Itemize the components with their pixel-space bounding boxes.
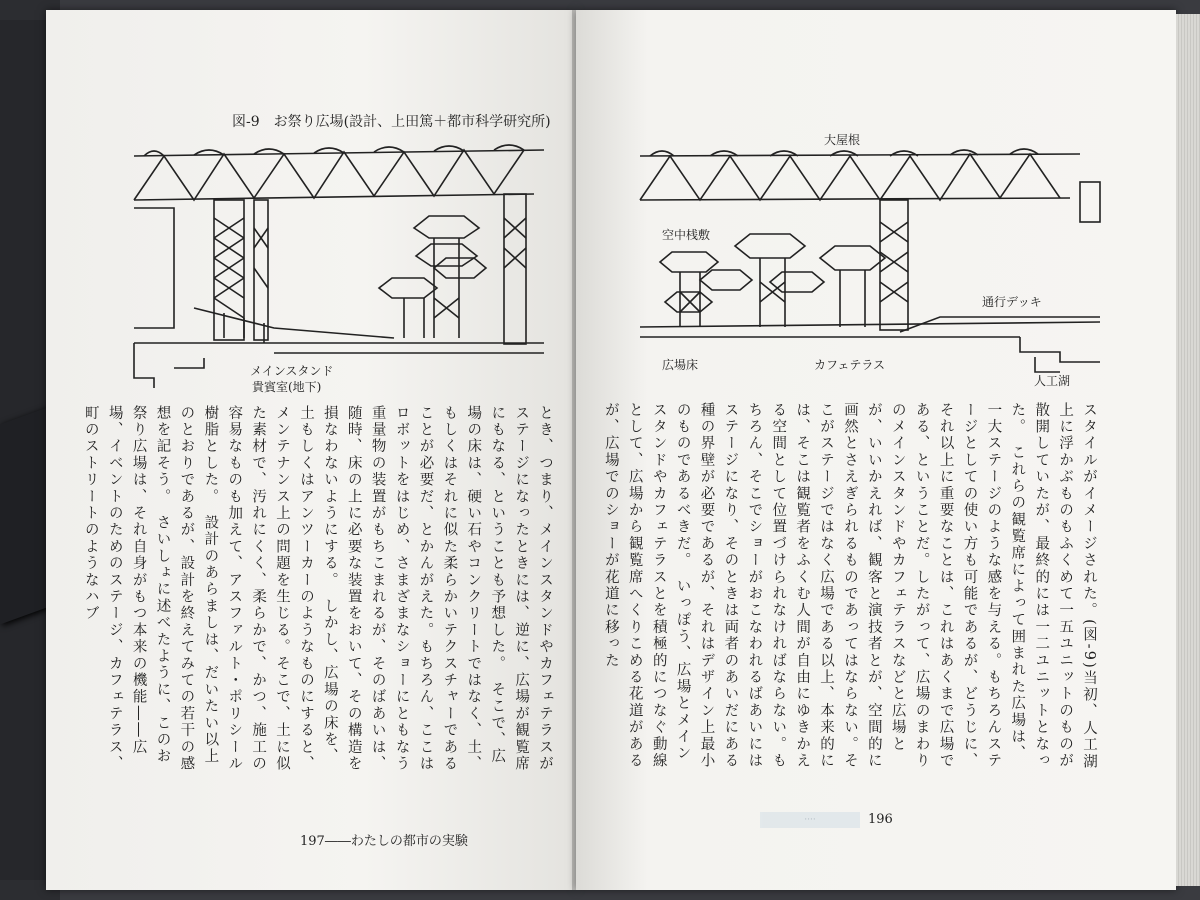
- left-figure-drawing: [134, 138, 544, 398]
- right-folio: 196: [868, 812, 893, 827]
- label-aerial-deck: 空中桟敷: [662, 228, 711, 242]
- left-folio: 197――わたしの都市の実験: [300, 834, 468, 849]
- label-vip-room: 貴賓室(地下): [252, 380, 322, 394]
- label-big-roof: 大屋根: [824, 133, 861, 147]
- right-body-text: スタイルがイメージされた。(図-9)当初、人工湖上に浮かぶものもふくめて一五ユニットのものが散開していたが、最終的には一二ユニットとなった。 これらの観覧席によって囲まれた広場は、一大ステージのような感を与える。もちろんステージとしての使い方も可能であるが、どうじに、それ以上に重要なことは、これはあくまで広場である、ということだ。したがって、広場のまわりのメインスタンドやカフェテラスなどと広場とが、いいかえれば、観客と演技者とが、空間的に画然とさえぎられるものであってはならない。そこがステージではなく広場である以上、本来的には、そこは観覧者をふくむ人間が自由にゆきかえる空間として位置づけられなければならない。もちろん、そこでショーがおこなわれるばあいにはステージになり、そのときは両者のあいだにある種の界壁が必要であるが、それはデザイン上最小のものであるべきだ。 いっぽう、広場とメインスタンドやカフェテラスとを積極的につなぐ動線として、広場から観覧席へくりこめる花道があるが、広場でのショーが花道に移った: [602, 402, 1097, 771]
- figure-caption: 図-9 お祭り広場(設計、上田篤＋都市科学研究所): [232, 114, 551, 130]
- left-body-text: とき、つまり、メインスタンドやカフェテラスがステージになったときには、逆に、広場が観覧席にもなる、ということも予想した。 そこで、広場の床は、硬い石やコンクリートではなく、土、もしくはそれに似た柔らかいテクスチャーであることが必要だ、とかんがえた。もちろん、ここはロボットをはじめ、さまざまなショーにともなう重量物の装置がもちこまれるが、そのばあいは、随時、床の上に必要な装置をおいて、その構造を損なわないようにする。 しかし、広場の床を、土もしくはアンツーカーのようなものにすると、メンテナンス上の問題を生じる。そこで、土に似た素材で、汚れにくく、柔らかで、かつ、施工の容易なものも加えて、アスファルト・ポリシール樹脂とした。 設計のあらましは、だいたい以上のとおりであるが、設計を終えてみての若干の感想を記そう。 さいしょに述べたように、このお祭り広場は、それ自身がもつ本来の機能――広場、イベントのためのステージ、カフェテラス、町のストリートのようなハブ: [82, 405, 553, 773]
- label-plaza-floor: 広場床: [662, 358, 699, 372]
- label-artificial-lake: 人工湖: [1034, 374, 1071, 388]
- page-stack-edge: [1176, 14, 1200, 886]
- label-cafe-terrace: カフェテラス: [814, 358, 886, 372]
- right-figure-drawing: [640, 142, 1100, 392]
- watermark-stamp: ····: [760, 812, 860, 828]
- label-passage-deck: 通行デッキ: [982, 295, 1042, 309]
- label-main-stand: メインスタンド: [250, 364, 334, 378]
